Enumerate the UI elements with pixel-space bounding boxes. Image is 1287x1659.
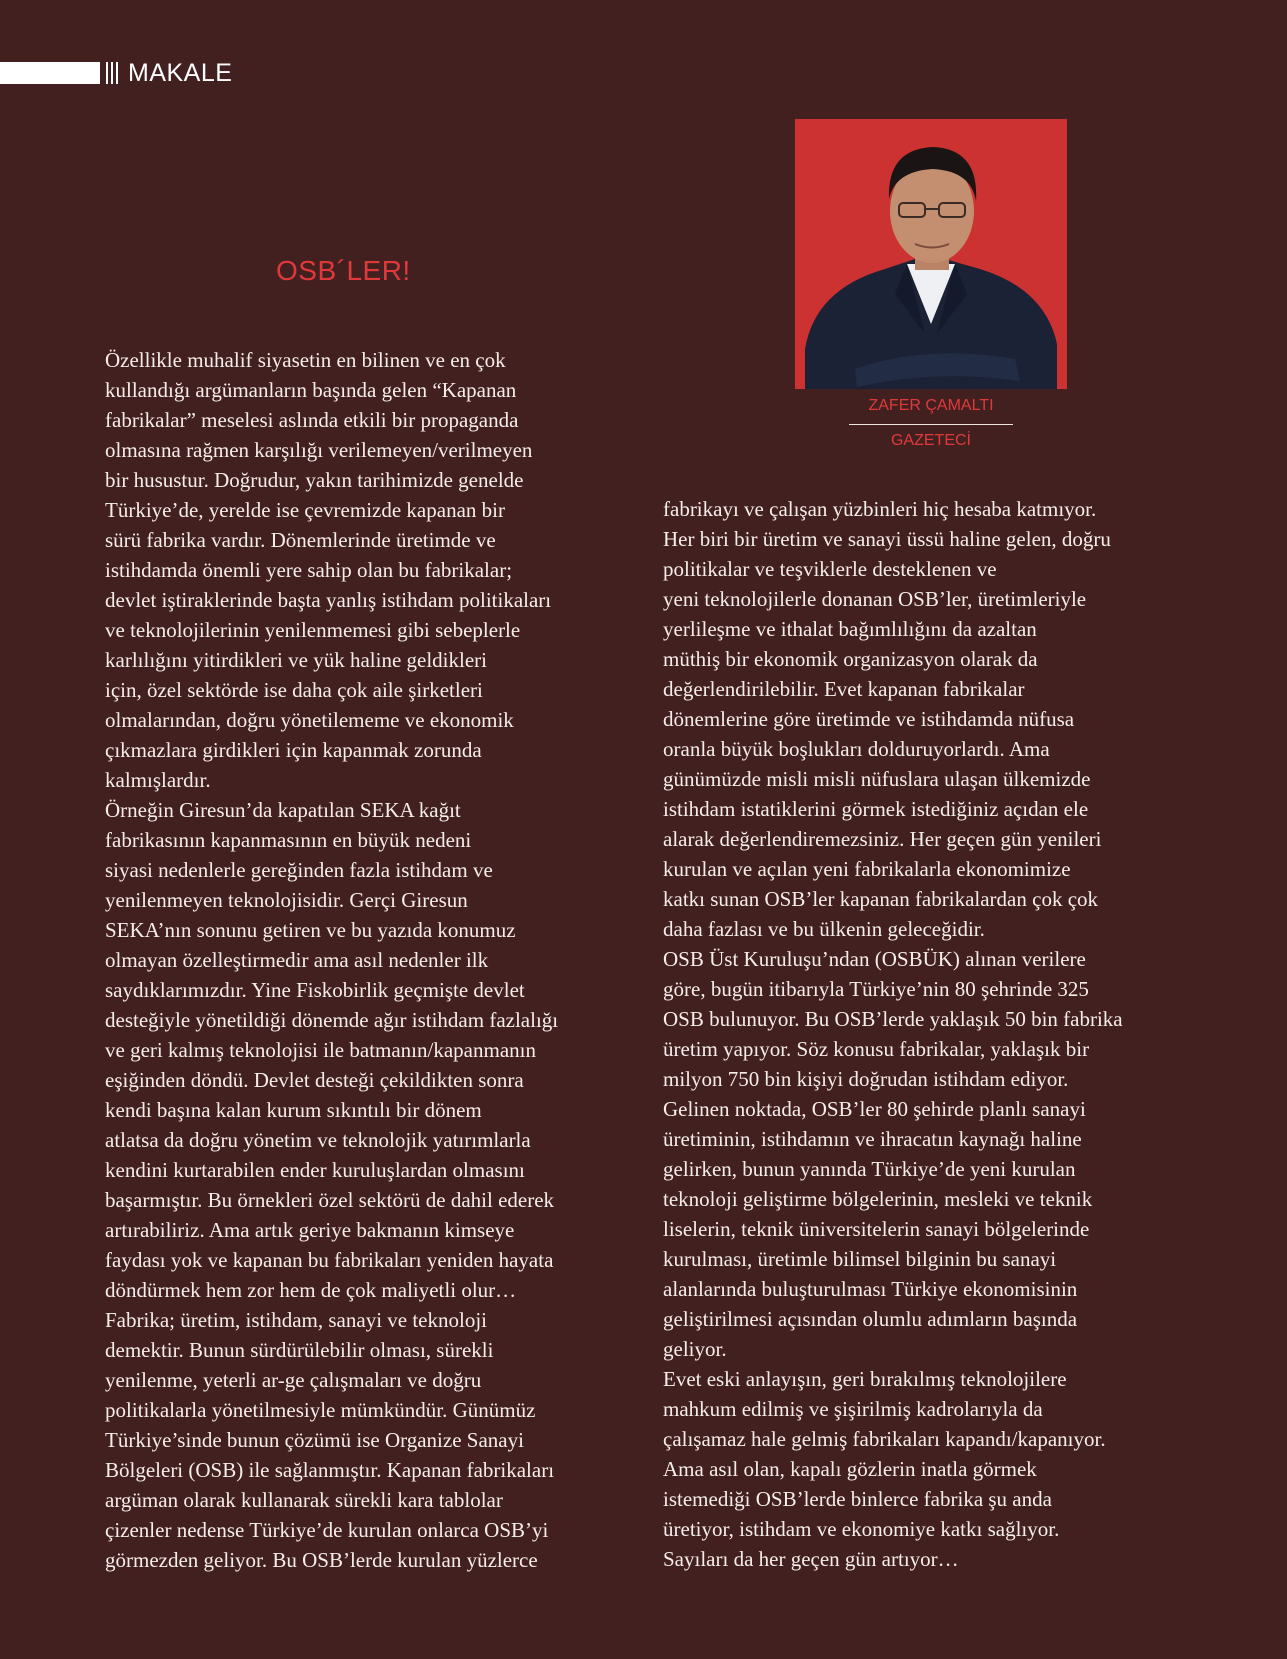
body-line: istemediği OSB’lerde binlerce fabrika şu anda xyxy=(663,1487,1052,1511)
body-line: günümüzde misli misli nüfuslara ulaşan ülkemizde xyxy=(663,767,1091,791)
body-line: sürü fabrika vardır. Dönemlerinde üretimde ve xyxy=(105,528,496,552)
body-line: üretiminin, istihdamın ve ihracatın kaynağı haline xyxy=(663,1127,1082,1151)
body-line: OSB Üst Kuruluşu’ndan (OSBÜK) alınan verilere xyxy=(663,947,1086,971)
body-line: çizenler nedense Türkiye’de kurulan onlarca OSB’yi xyxy=(105,1518,549,1542)
body-line: kurulan ve açılan yeni fabrikalarla ekonomimize xyxy=(663,857,1071,881)
body-line: ve teknolojilerinin yenilenmemesi gibi sebeplerle xyxy=(105,618,521,642)
body-line: döndürmek hem zor hem de çok maliyetli olur… xyxy=(105,1278,517,1302)
body-line: argüman olarak kullanarak sürekli kara tablolar xyxy=(105,1488,503,1512)
body-line: ve geri kalmış teknolojisi ile batmanın/kapanmanın xyxy=(105,1038,536,1062)
body-line: istihdamda önemli yere sahip olan bu fabrikalar; xyxy=(105,558,513,582)
body-line: katkı sunan OSB’ler kapanan fabrikalardan çok çok xyxy=(663,887,1099,911)
body-line: Fabrika; üretim, istihdam, sanayi ve teknoloji xyxy=(105,1308,488,1332)
article-body-right-column xyxy=(663,494,1203,1574)
body-line: demektir. Bunun sürdürülebilir olması, sürekli xyxy=(105,1338,494,1362)
article-body-left-column xyxy=(105,345,645,1575)
body-line: oranla büyük boşlukları dolduruyorlardı. Ama xyxy=(663,737,1050,761)
body-line: OSB bulunuyor. Bu OSB’lerde yaklaşık 50 bin fabrika xyxy=(663,1007,1123,1031)
body-line: üretiyor, istihdam ve ekonomiye katkı sağlıyor. xyxy=(663,1517,1060,1541)
author-divider xyxy=(849,424,1013,425)
header-bar xyxy=(0,62,100,84)
body-line: yenilenmeyen teknolojisidir. Gerçi Giresun xyxy=(105,888,468,912)
body-line: desteğiyle yönetildiği dönemde ağır istihdam fazlalığı xyxy=(105,1008,559,1032)
body-line: kullandığı argümanların başında gelen “Kapanan xyxy=(105,378,517,402)
body-line: olmayan özelleştirmedir ama asıl nedenler ilk xyxy=(105,948,489,972)
article-title: OSB´LER! xyxy=(276,255,411,286)
header-divider-ticks xyxy=(106,62,118,84)
body-line: fabrikayı ve çalışan yüzbinleri hiç hesaba katmıyor. xyxy=(663,497,1097,521)
body-line: karlılığını yitirdikleri ve yük haline geldikleri xyxy=(105,648,487,672)
body-line: Türkiye’de, yerelde ise çevremizde kapanan bir xyxy=(105,498,505,522)
body-line: yerlileşme ve ithalat bağımlılığını da azaltan xyxy=(663,617,1037,641)
body-line: Bölgeleri (OSB) ile sağlanmıştır. Kapanan fabrikaları xyxy=(105,1458,555,1482)
body-line: çıkmazlara girdikleri için kapanmak zorunda xyxy=(105,738,482,762)
section-label: MAKALE xyxy=(128,59,233,87)
body-line: SEKA’nın sonunu getiren ve bu yazıda konumuz xyxy=(105,918,516,942)
body-line: fabrikasının kapanmasının en büyük nedeni xyxy=(105,828,472,852)
body-line: geliştirilmesi açısından olumlu adımların başında xyxy=(663,1307,1078,1331)
body-line: siyasi nedenlerle gereğinden fazla istihdam ve xyxy=(105,858,493,882)
body-line: liselerin, teknik üniversitelerin sanayi bölgelerinde xyxy=(663,1217,1090,1241)
body-line: gelirken, bunun yanında Türkiye’de yeni kurulan xyxy=(663,1157,1076,1181)
body-line: alarak değerlendiremezsiniz. Her geçen gün yenileri xyxy=(663,827,1102,851)
body-line: devlet iştiraklerinde başta yanlış istihdam politikaları xyxy=(105,588,552,612)
body-line: mahkum edilmiş ve şişirilmiş kadrolarıyla da xyxy=(663,1397,1043,1421)
body-line: kurulması, üretimle bilimsel bilginin bu sanayi xyxy=(663,1247,1057,1271)
body-line: bir husustur. Doğrudur, yakın tarihimizde genelde xyxy=(105,468,524,492)
body-line: faydası yok ve kapanan bu fabrikaları yeniden hayata xyxy=(105,1248,554,1272)
body-line: Her biri bir üretim ve sanayi üssü haline gelen, doğru xyxy=(663,527,1111,551)
body-line: yenilenme, yeterli ar-ge çalışmaları ve doğru xyxy=(105,1368,482,1392)
body-line: Özellikle muhalif siyasetin en bilinen ve en çok xyxy=(105,348,506,372)
body-line: olmasına rağmen karşılığı verilemeyen/verilmeyen xyxy=(105,438,533,462)
body-line: kendini kurtarabilen ender kuruluşlardan olmasını xyxy=(105,1158,525,1182)
body-line: göre, bugün itibarıyla Türkiye’nin 80 şehrinde 325 xyxy=(663,977,1089,1001)
body-line: Evet eski anlayışın, geri bırakılmış teknolojilere xyxy=(663,1367,1067,1391)
body-line: milyon 750 bin kişiyi doğrudan istihdam ediyor. xyxy=(663,1067,1069,1091)
body-line: değerlendirilebilir. Evet kapanan fabrikalar xyxy=(663,677,1025,701)
body-line: görmezden geliyor. Bu OSB’lerde kurulan yüzlerce xyxy=(105,1548,538,1572)
body-line: Gelinen noktada, OSB’ler 80 şehirde planlı sanayi xyxy=(663,1097,1086,1121)
author-role: GAZETECİ xyxy=(890,432,971,449)
body-line: daha fazlası ve bu ülkenin geleceğidir. xyxy=(663,917,985,941)
body-line: dönemlerine göre üretimde ve istihdamda nüfusa xyxy=(663,707,1075,731)
body-line: başarmıştır. Bu örnekleri özel sektörü de dahil ederek xyxy=(105,1188,555,1212)
body-line: için, özel sektörde ise daha çok aile şirketleri xyxy=(105,678,483,702)
body-line: olmalarından, doğru yönetilememe ve ekonomik xyxy=(105,708,514,732)
body-line: Örneğin Giresun’da kapatılan SEKA kağıt xyxy=(105,798,461,822)
author-photo xyxy=(795,119,1067,389)
body-line: yeni teknolojilerle donanan OSB’ler, üretimleriyle xyxy=(663,587,1087,611)
body-line: fabrikalar” meselesi aslında etkili bir propaganda xyxy=(105,408,519,432)
body-line: politikalarla yönetilmesiyle mümkündür. Günümüz xyxy=(105,1398,536,1422)
body-line: atlatsa da doğru yönetim ve teknolojik yatırımlarla xyxy=(105,1128,531,1152)
body-line: çalışamaz hale gelmiş fabrikaları kapandı/kapanıyor. xyxy=(663,1427,1106,1451)
author-name: ZAFER ÇAMALTI xyxy=(868,397,994,414)
body-line: teknoloji geliştirme bölgelerinin, mesleki ve teknik xyxy=(663,1187,1093,1211)
body-line: kalmışlardır. xyxy=(105,768,211,792)
body-line: Sayıları da her geçen gün artıyor… xyxy=(663,1547,959,1571)
body-line: Ama asıl olan, kapalı gözlerin inatla görmek xyxy=(663,1457,1037,1481)
body-line: saydıklarımızdır. Yine Fiskobirlik geçmişte devlet xyxy=(105,978,525,1002)
body-line: kendi başına kalan kurum sıkıntılı bir dönem xyxy=(105,1098,482,1122)
body-line: istihdam istatiklerini görmek istediğiniz açıdan ele xyxy=(663,797,1089,821)
body-line: Türkiye’sinde bunun çözümü ise Organize Sanayi xyxy=(105,1428,524,1452)
body-line: üretim yapıyor. Söz konusu fabrikalar, yaklaşık bir xyxy=(663,1037,1090,1061)
body-line: eşiğinden döndü. Devlet desteği çekildikten sonra xyxy=(105,1068,524,1092)
body-line: geliyor. xyxy=(663,1337,727,1361)
body-line: müthiş bir ekonomik organizasyon olarak da xyxy=(663,647,1038,671)
body-line: alanlarında buluşturulması Türkiye ekonomisinin xyxy=(663,1277,1078,1301)
body-line: artırabiliriz. Ama artık geriye bakmanın kimseye xyxy=(105,1218,515,1242)
body-line: politikalar ve teşviklerle desteklenen ve xyxy=(663,557,997,581)
